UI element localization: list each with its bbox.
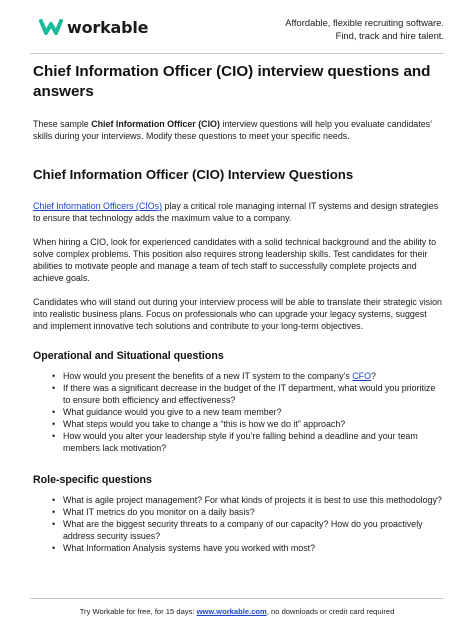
section-heading: Chief Information Officer (CIO) Interview Questions (33, 167, 354, 182)
question-text: What Information Analysis systems have you worked with most? (63, 543, 316, 553)
workable-site-link[interactable]: www.workable.com (196, 607, 267, 616)
intro-text-start: These sample (33, 119, 92, 129)
question-text: What IT metrics do you monitor on a daily basis? (63, 507, 255, 517)
tagline-line-2: Find, track and hire talent. (335, 30, 444, 41)
intro-paragraph (33, 118, 443, 142)
question-text: If there was a significant decrease in the budget of the IT department, what would you prioritize to ensure both efficiency and effectiveness? (63, 383, 436, 405)
role-specific-questions-list (33, 494, 443, 554)
list-item (33, 418, 443, 430)
intro-text-end: interview questions will help you evaluate candidates’ skills during your interviews. Modify these questions to meet your specific needs. (33, 119, 432, 141)
footer-text-end: , no downloads or credit card required (266, 607, 395, 616)
role-specific-questions-heading: Role-specific questions (33, 474, 152, 486)
question-text: How would you present the benefits of a new IT system to the company’s (63, 371, 353, 381)
cio-link[interactable]: Chief Information Officers (CIOs) (33, 201, 163, 211)
tagline-line-1: Affordable, flexible recruiting software. (285, 17, 444, 28)
list-item (33, 506, 443, 518)
bullet: • (52, 507, 56, 517)
bullet: • (52, 431, 56, 441)
bullet: • (52, 419, 56, 429)
candidates-paragraph: Candidates who will stand out during your interview process will be able to translate their strategic vision into realistic business plans. Focus on professionals who can upgrade your legacy systems, suggest and implement innovative tech solutions and contribute to your long-term objectives. (33, 297, 442, 331)
document-body (33, 62, 443, 554)
list-item (33, 518, 443, 542)
intro-bold-role: Chief Information Officer (CIO) (91, 119, 220, 129)
question-text: What are the biggest security threats to a company of our capacity? How do you proactively address security issues? (63, 519, 423, 541)
workable-logo-icon (38, 17, 64, 37)
footer-text-start: Try Workable for free, for 15 days: (79, 607, 197, 616)
page-footer (0, 607, 474, 616)
list-item (33, 382, 443, 406)
hiring-paragraph: When hiring a CIO, look for experienced candidates with a solid technical background and the ability to solve complex problems. This position also requires strong leadership skills. Test candidates for their abilities to motivate people and manage a team of tech staff to successfully complete projects and achieve goals. (33, 237, 437, 283)
question-text: What is agile project management? For what kinds of projects it is best to use this methodology? (63, 495, 442, 505)
operational-questions-list (33, 370, 443, 454)
bullet: • (52, 371, 56, 381)
list-item (33, 542, 443, 554)
bullet: • (52, 543, 56, 553)
question-text: What steps would you take to change a “this is how we do it” approach? (63, 419, 346, 429)
list-item (33, 370, 443, 382)
header-divider (30, 53, 444, 54)
bullet: • (52, 407, 56, 417)
role-description-text: play a critical role managing internal IT systems and design strategies to ensure that technology adds the maximum value to a company. (33, 201, 439, 223)
list-item (33, 494, 443, 506)
bullet: • (52, 519, 56, 529)
bullet: • (52, 383, 56, 393)
bullet: • (52, 495, 56, 505)
operational-questions-heading: Operational and Situational questions (33, 350, 224, 362)
page-header (0, 0, 474, 52)
footer-divider (30, 598, 444, 599)
page-title: Chief Information Officer (CIO) interview questions and answers (33, 63, 431, 100)
list-item (33, 430, 443, 454)
question-text: How would you alter your leadership style if you’re falling behind a deadline and your team members lack motivation? (63, 431, 418, 453)
cfo-link[interactable]: CFO (352, 371, 371, 381)
question-text-end: ? (370, 371, 376, 381)
header-tagline (285, 16, 444, 42)
workable-logo[interactable] (38, 17, 148, 37)
role-description-paragraph (33, 200, 443, 224)
question-text: What guidance would you give to a new team member? (63, 407, 282, 417)
logo-text: workable (67, 17, 149, 37)
list-item (33, 406, 443, 418)
